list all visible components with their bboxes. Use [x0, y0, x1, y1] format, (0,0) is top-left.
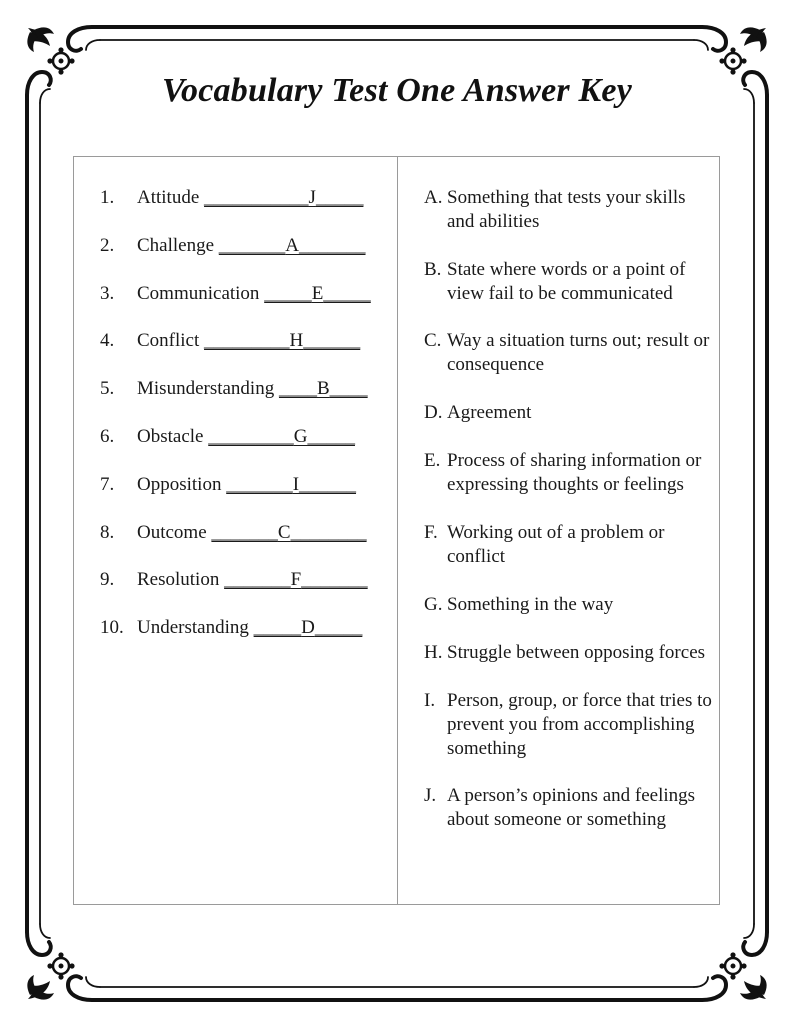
definition-text: A person’s opinions and feelings about someone or something	[447, 785, 696, 830]
definition-text: Agreement	[447, 402, 532, 423]
term-number: 2.	[100, 234, 115, 256]
definition-list	[424, 186, 716, 832]
definition-text: Working out of a problem or conflict	[447, 522, 665, 567]
definition-letter: A.	[424, 187, 443, 208]
page-title: Vocabulary Test One Answer Key	[161, 72, 633, 109]
definition-row	[424, 329, 716, 377]
term-number: 7.	[100, 473, 115, 495]
term-list	[100, 186, 400, 664]
definition-letter: B.	[424, 259, 442, 280]
definition-letter: G.	[424, 594, 443, 615]
answer-letter: B	[316, 378, 330, 400]
term-number: 10.	[100, 617, 124, 639]
definition-row	[424, 641, 716, 665]
answer-blank: ____B____	[278, 378, 368, 400]
definition-row	[424, 449, 716, 497]
term-row	[100, 186, 400, 234]
definition-row	[424, 689, 716, 761]
term-row	[100, 616, 400, 664]
answer-blank: _____D_____	[253, 617, 363, 639]
term-word: Misunderstanding	[137, 378, 275, 400]
answer-letter: A	[285, 234, 300, 256]
answer-letter: C	[277, 521, 291, 543]
answer-blank: _________H______	[204, 330, 361, 352]
definition-text: Something in the way	[447, 594, 614, 615]
term-number: 8.	[100, 521, 115, 543]
definition-text: Something that tests your skills and abilities	[447, 187, 686, 232]
definition-text: Struggle between opposing forces	[447, 642, 706, 663]
definition-letter: D.	[424, 402, 443, 423]
term-word: Conflict	[137, 330, 200, 352]
definition-text: Person, group, or force that tries to prevent you from accomplishing something	[447, 690, 712, 759]
term-number: 5.	[100, 378, 115, 400]
term-number: 6.	[100, 425, 115, 447]
answer-blank: _________G_____	[208, 425, 355, 447]
definition-letter: C.	[424, 330, 442, 351]
term-row	[100, 329, 400, 377]
definition-row	[424, 784, 716, 832]
term-row	[100, 282, 400, 330]
term-word: Communication	[137, 282, 260, 304]
definition-row	[424, 258, 716, 306]
term-word: Attitude	[137, 187, 200, 208]
answer-blank: _______I______	[226, 473, 357, 495]
term-row	[100, 568, 400, 616]
answer-blank: _______A_______	[218, 234, 366, 256]
definition-letter: E.	[424, 450, 441, 471]
answer-blank: _______C________	[211, 521, 367, 543]
term-row	[100, 521, 400, 569]
term-row	[100, 377, 400, 425]
definition-text: Way a situation turns out; result or consequence	[447, 330, 710, 375]
answer-letter: F	[290, 569, 302, 591]
definition-row	[424, 521, 716, 569]
definition-row	[424, 593, 716, 617]
definition-text: State where words or a point of view fail to be communicated	[447, 259, 686, 304]
answer-letter: E	[311, 282, 324, 304]
term-word: Resolution	[137, 569, 220, 591]
term-number: 4.	[100, 330, 115, 352]
term-number: 1.	[100, 187, 115, 208]
answer-key-table	[73, 156, 720, 905]
answer-letter: I	[292, 473, 300, 495]
answer-letter: G	[293, 425, 308, 447]
term-word: Challenge	[137, 234, 215, 256]
definition-letter: H.	[424, 642, 443, 663]
term-row	[100, 473, 400, 521]
answer-letter: D	[301, 617, 315, 639]
answer-blank: ___________J_____	[204, 187, 364, 208]
answer-blank: _____E_____	[264, 282, 371, 304]
definition-row	[424, 401, 716, 425]
term-number: 3.	[100, 282, 115, 304]
definition-letter: I.	[424, 690, 436, 711]
term-word: Understanding	[137, 617, 249, 639]
term-word: Outcome	[137, 521, 207, 543]
answer-blank: _______F_______	[224, 569, 368, 591]
answer-letter: J	[308, 187, 316, 208]
term-word: Obstacle	[137, 425, 204, 447]
term-number: 9.	[100, 569, 115, 591]
definition-text: Process of sharing information or expressing thoughts or feelings	[447, 450, 702, 495]
term-word: Opposition	[137, 473, 222, 495]
term-row	[100, 234, 400, 282]
definition-letter: J.	[424, 785, 437, 806]
term-row	[100, 425, 400, 473]
definition-row	[424, 186, 716, 234]
definition-letter: F.	[424, 522, 438, 543]
answer-letter: H	[289, 330, 304, 352]
